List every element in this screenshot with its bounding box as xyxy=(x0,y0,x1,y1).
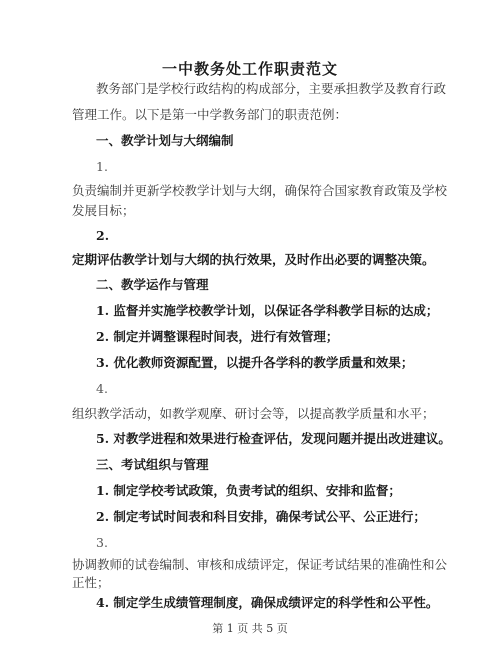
section-3-item-4: 4. 制定学生成绩管理制度，确保成绩评定的科学性和公平性。 xyxy=(96,595,439,610)
section-2-heading: 二、教学运作与管理 xyxy=(96,277,209,292)
document-title: 一中教务处工作职责范文 xyxy=(161,60,338,78)
intro-line-1: 教务部门是学校行政结构的构成部分，主要承担教学及教育行政 xyxy=(96,81,447,96)
intro-line-2: 管理工作。以下是第一中学教务部门的职责范例： xyxy=(72,107,348,122)
section-3-item-2: 2. 制定考试时间表和科目安排，确保考试公平、公正进行； xyxy=(96,509,426,524)
section-3-item-1: 1. 制定学校考试政策，负责考试的组织、安排和监督； xyxy=(96,483,401,498)
section-1-item-1-line-2: 发展目标； xyxy=(72,203,135,218)
section-2-item-1: 1. 监督并实施学校教学计划，以保证各学科教学目标的达成； xyxy=(96,303,439,318)
section-1-item-2-text: 定期评估教学计划与大纲的执行效果，及时作出必要的调整决策。 xyxy=(72,252,435,267)
section-1-item-2-number: 2. xyxy=(96,228,110,243)
section-3-item-3-number: 3. xyxy=(96,535,108,550)
section-2-item-3: 3. 优化教师资源配置，以提升各学科的教学质量和效果； xyxy=(96,355,414,370)
page-footer: 第 1 页 共 5 页 xyxy=(212,622,288,635)
section-2-item-4-number: 4. xyxy=(96,381,108,396)
section-3-item-3-line-1: 协调教师的试卷编制、审核和成绩评定，保证考试结果的准确性和公 xyxy=(72,557,448,572)
section-1-heading: 一、教学计划与大纲编制 xyxy=(96,133,234,148)
section-1-item-1-line-1: 负责编制并更新学校教学计划与大纲，确保符合国家教育政策及学校 xyxy=(72,183,448,198)
section-1-item-1-number: 1. xyxy=(96,159,108,174)
section-2-item-5: 5. 对教学进程和效果进行检查评估，发现问题并提出改进建议。 xyxy=(96,431,451,446)
section-2-item-2: 2. 制定并调整课程时间表，进行有效管理； xyxy=(96,329,339,344)
section-3-heading: 三、考试组织与管理 xyxy=(96,457,209,472)
section-3-item-3-line-2: 正性； xyxy=(72,575,110,590)
section-2-item-4-text: 组织教学活动，如教学观摩、研讨会等，以提高教学质量和水平； xyxy=(72,406,435,421)
